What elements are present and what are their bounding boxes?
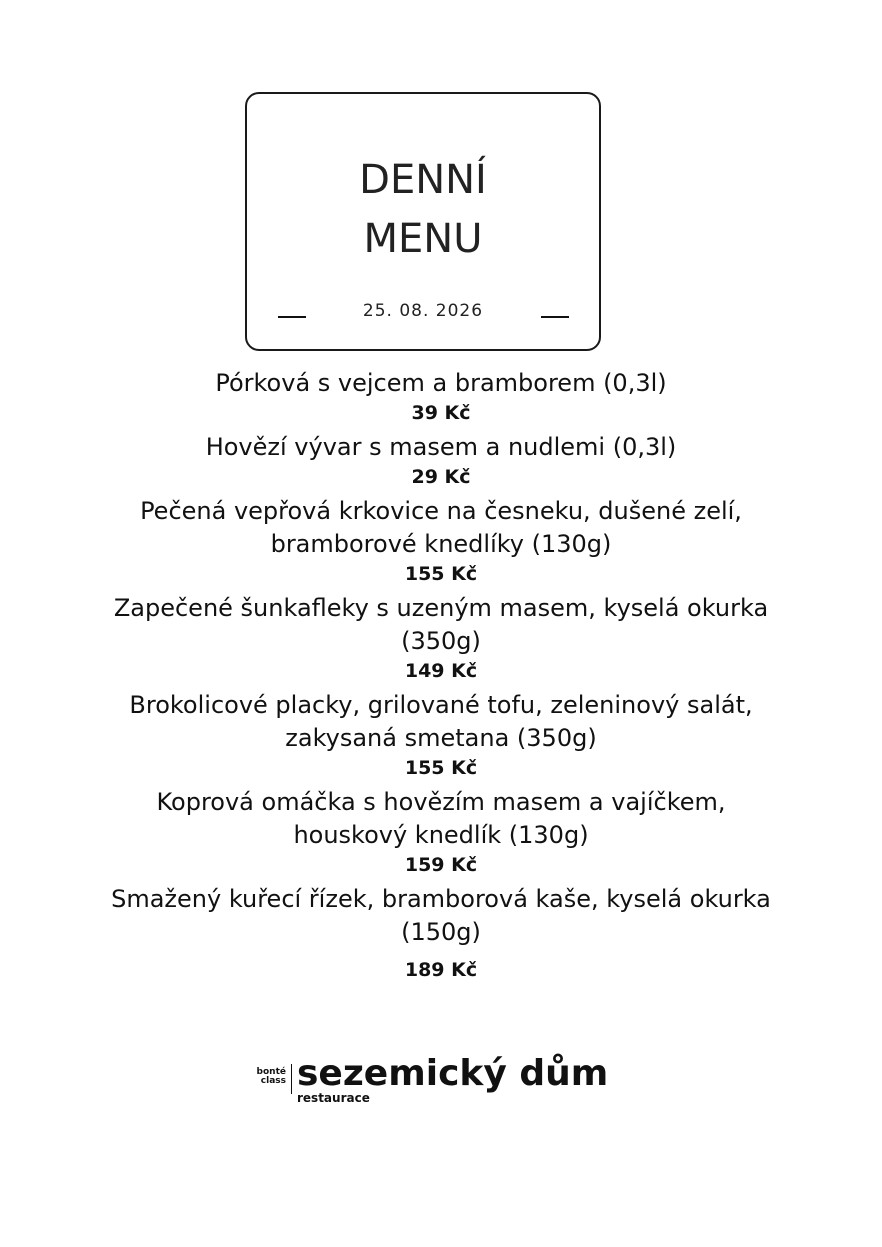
logo-brand-line1: bonté	[256, 1067, 286, 1077]
menu-item	[60, 367, 822, 426]
menu-item-name: Pečená vepřová krkovice na česneku, dušené zelí, bramborové knedlíky (130g)	[140, 497, 742, 558]
restaurant-logo	[250, 1053, 610, 1110]
menu-item-name: Pórková s vejcem a bramborem (0,3l)	[215, 369, 667, 397]
menu-title-line1: DENNÍ	[359, 157, 487, 203]
menu-item-name: Zapečené šunkafleky s uzeným masem, kyselá okurka (350g)	[113, 594, 769, 655]
menu-item-name: Koprová omáčka s hovězím masem a vajíčkem, houskový knedlík (130g)	[156, 788, 726, 849]
menu-item	[60, 431, 822, 490]
menu-list	[60, 367, 822, 988]
menu-item-name: Smažený kuřecí řízek, bramborová kaše, kyselá okurka (150g)	[111, 885, 771, 946]
menu-item	[60, 592, 822, 684]
menu-item-price: 155 Kč	[404, 563, 478, 585]
menu-item-price: 189 Kč	[404, 959, 478, 981]
logo-brand-small	[250, 1068, 286, 1086]
logo-divider	[291, 1064, 292, 1094]
right-dash-divider	[541, 316, 569, 318]
menu-title-line2: MENU	[363, 216, 483, 262]
menu-item	[60, 495, 822, 587]
menu-item-price: 149 Kč	[404, 660, 478, 682]
menu-item-name: Hovězí vývar s masem a nudlemi (0,3l)	[205, 433, 677, 461]
logo-brand-line2: class	[260, 1076, 286, 1086]
menu-item	[60, 883, 822, 983]
menu-header-box	[245, 92, 601, 351]
menu-item-price: 39 Kč	[411, 402, 471, 424]
menu-item-price: 155 Kč	[404, 757, 478, 779]
logo-subtitle: restaurace	[297, 1091, 370, 1105]
menu-item-price: 29 Kč	[411, 466, 471, 488]
menu-item-price: 159 Kč	[404, 854, 478, 876]
logo-name: sezemický dům	[297, 1053, 609, 1094]
menu-date: 25. 08. 2026	[362, 301, 484, 321]
menu-item	[60, 786, 822, 878]
menu-item	[60, 689, 822, 781]
menu-item-name: Brokolicové placky, grilované tofu, zeleninový salát, zakysaná smetana (350g)	[129, 691, 753, 752]
